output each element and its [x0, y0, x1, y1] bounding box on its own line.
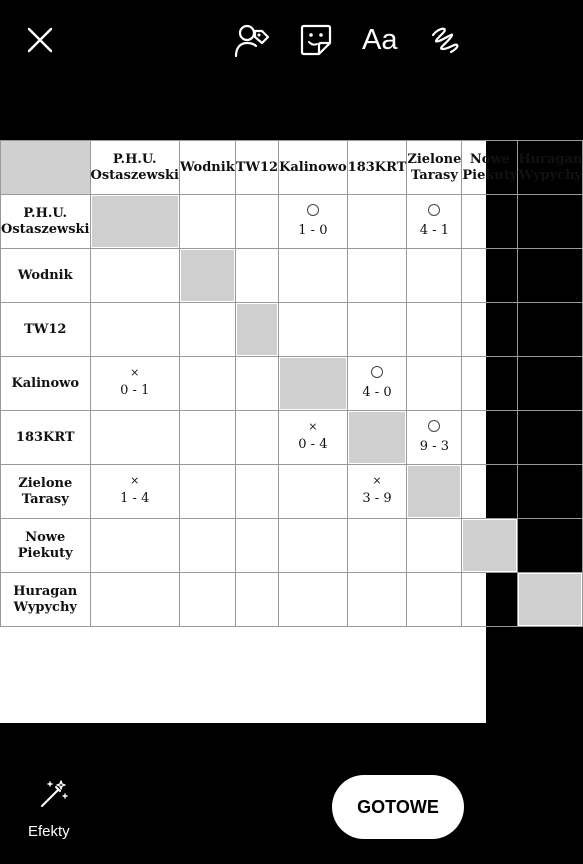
photo-canvas [0, 140, 583, 723]
score-text: 0 - 4 [298, 437, 328, 452]
row-header [1, 465, 91, 519]
result-cell [518, 519, 583, 573]
diagonal-fill [519, 574, 581, 625]
result-cell [347, 357, 407, 411]
result-cell [347, 519, 407, 573]
row-header-line: Ostaszewski [1, 221, 90, 237]
result-cell [407, 303, 462, 357]
diagonal-cell [347, 411, 407, 465]
table-row [1, 249, 583, 303]
header-row [1, 141, 583, 195]
result-cell [462, 357, 518, 411]
score-text: 9 - 3 [419, 438, 449, 454]
column-header-line: Wypychy [518, 167, 583, 183]
tag-person-icon[interactable] [233, 23, 271, 59]
corner-cell [1, 141, 91, 195]
done-button[interactable]: GOTOWE [332, 775, 464, 839]
magic-wand-icon[interactable] [39, 779, 69, 809]
result-cell [235, 465, 278, 519]
result-cell [347, 465, 407, 519]
row-header [1, 573, 91, 627]
draw-icon[interactable] [429, 25, 461, 55]
column-header [235, 141, 278, 195]
column-header-line: Wodnik [180, 159, 235, 175]
table-row [1, 303, 583, 357]
diagonal-cell [518, 573, 583, 627]
result-cell [90, 303, 180, 357]
result-cell [180, 573, 236, 627]
result-cell [180, 465, 236, 519]
row-header-line: TW12 [24, 321, 67, 337]
column-header-line: 183KRT [347, 159, 407, 175]
win-circle-icon [407, 420, 461, 435]
result-cell [235, 249, 278, 303]
loss-cross-icon: × [130, 366, 140, 379]
result-cell [462, 249, 518, 303]
result-cell [407, 195, 462, 249]
top-toolbar [0, 0, 486, 140]
result-cell [235, 573, 278, 627]
result-cell [518, 411, 583, 465]
table-row [1, 411, 583, 465]
result-cell [347, 303, 407, 357]
row-header [1, 195, 91, 249]
result-cell [347, 195, 407, 249]
column-header-line: Nowe [469, 151, 510, 167]
text-tool-button[interactable]: Aa [362, 24, 398, 56]
score-text: 1 - 4 [120, 491, 150, 506]
result-cell [180, 519, 236, 573]
result-cell [235, 357, 278, 411]
score-text: 3 - 9 [362, 491, 392, 506]
row-header-line: Piekuty [17, 545, 73, 561]
result-cell [90, 519, 180, 573]
result-cell [407, 573, 462, 627]
row-header-line: Nowe [25, 529, 66, 545]
table-row [1, 573, 583, 627]
result-cell [407, 357, 462, 411]
column-header [90, 141, 180, 195]
row-header-line: Wodnik [17, 267, 73, 283]
result-cell [279, 195, 348, 249]
result-cell [462, 465, 518, 519]
win-circle-icon [407, 204, 461, 219]
table-row [1, 357, 583, 411]
score-text: 1 - 0 [298, 222, 328, 238]
column-header-line: Zielone [407, 151, 462, 167]
result-cell [518, 303, 583, 357]
row-header [1, 357, 91, 411]
row-header [1, 411, 91, 465]
column-header [279, 141, 348, 195]
table-row [1, 195, 583, 249]
diagonal-cell [235, 303, 278, 357]
row-header [1, 249, 91, 303]
diagonal-fill [92, 196, 179, 247]
result-cell [90, 465, 180, 519]
result-cell [407, 411, 462, 465]
column-header [518, 141, 583, 195]
column-header [347, 141, 407, 195]
result-cell [347, 249, 407, 303]
column-header-line: TW12 [235, 159, 279, 175]
row-header-line: Kalinowo [11, 375, 80, 391]
result-cell [180, 357, 236, 411]
row-header-line: Tarasy [21, 491, 69, 507]
table-row [1, 465, 583, 519]
column-header [462, 141, 518, 195]
row-header [1, 303, 91, 357]
result-cell [90, 573, 180, 627]
score-text: 4 - 0 [362, 384, 392, 400]
result-cell [518, 195, 583, 249]
diagonal-fill [408, 466, 460, 517]
score-text: 0 - 1 [120, 383, 150, 398]
column-header-line: Ostaszewski [90, 167, 179, 183]
close-icon[interactable] [27, 27, 53, 53]
result-cell [180, 411, 236, 465]
result-cell [279, 249, 348, 303]
loss-cross-icon: × [372, 474, 382, 487]
column-header [180, 141, 236, 195]
effects-label[interactable]: Efekty [28, 823, 70, 840]
row-header-line: Zielone [18, 475, 73, 491]
sticker-icon[interactable] [299, 23, 333, 57]
result-cell [462, 411, 518, 465]
result-cell [279, 411, 348, 465]
result-cell [462, 303, 518, 357]
row-header-line: 183KRT [15, 429, 75, 445]
result-cell [462, 195, 518, 249]
result-cell [279, 303, 348, 357]
result-cell [90, 357, 180, 411]
result-cell [180, 303, 236, 357]
result-cell [90, 411, 180, 465]
column-header-line: P.H.U. [112, 151, 157, 167]
diagonal-cell [462, 519, 518, 573]
table-row [1, 519, 583, 573]
score-text: 4 - 1 [419, 222, 449, 238]
diagonal-fill [181, 250, 234, 301]
result-cell [279, 465, 348, 519]
column-header-line: Tarasy [410, 167, 458, 183]
result-cell [90, 249, 180, 303]
column-header-line: Huragan [518, 151, 583, 167]
result-cell [235, 195, 278, 249]
result-cell [518, 249, 583, 303]
column-header-line: Kalinowo [279, 159, 347, 175]
diagonal-fill [463, 520, 516, 571]
diagonal-cell [407, 465, 462, 519]
result-cell [462, 573, 518, 627]
row-header [1, 519, 91, 573]
win-circle-icon [279, 204, 347, 219]
row-header-line: P.H.U. [23, 205, 68, 221]
win-circle-icon [348, 366, 407, 381]
diagonal-fill [349, 412, 406, 463]
column-header-line: Piekuty [462, 167, 518, 183]
result-cell [279, 573, 348, 627]
result-cell [407, 519, 462, 573]
column-header [407, 141, 462, 195]
result-cell [180, 195, 236, 249]
result-cell [518, 465, 583, 519]
row-header-line: Huragan [13, 583, 78, 599]
result-cell [279, 519, 348, 573]
loss-cross-icon: × [308, 420, 318, 433]
row-header-line: Wypychy [13, 599, 77, 615]
diagonal-fill [237, 304, 277, 355]
result-cell [347, 573, 407, 627]
result-cell [518, 357, 583, 411]
loss-cross-icon: × [130, 474, 140, 487]
results-table [0, 140, 583, 627]
result-cell [407, 249, 462, 303]
result-cell [235, 519, 278, 573]
diagonal-cell [90, 195, 180, 249]
diagonal-cell [279, 357, 348, 411]
diagonal-cell [180, 249, 236, 303]
result-cell [235, 411, 278, 465]
diagonal-fill [280, 358, 346, 409]
